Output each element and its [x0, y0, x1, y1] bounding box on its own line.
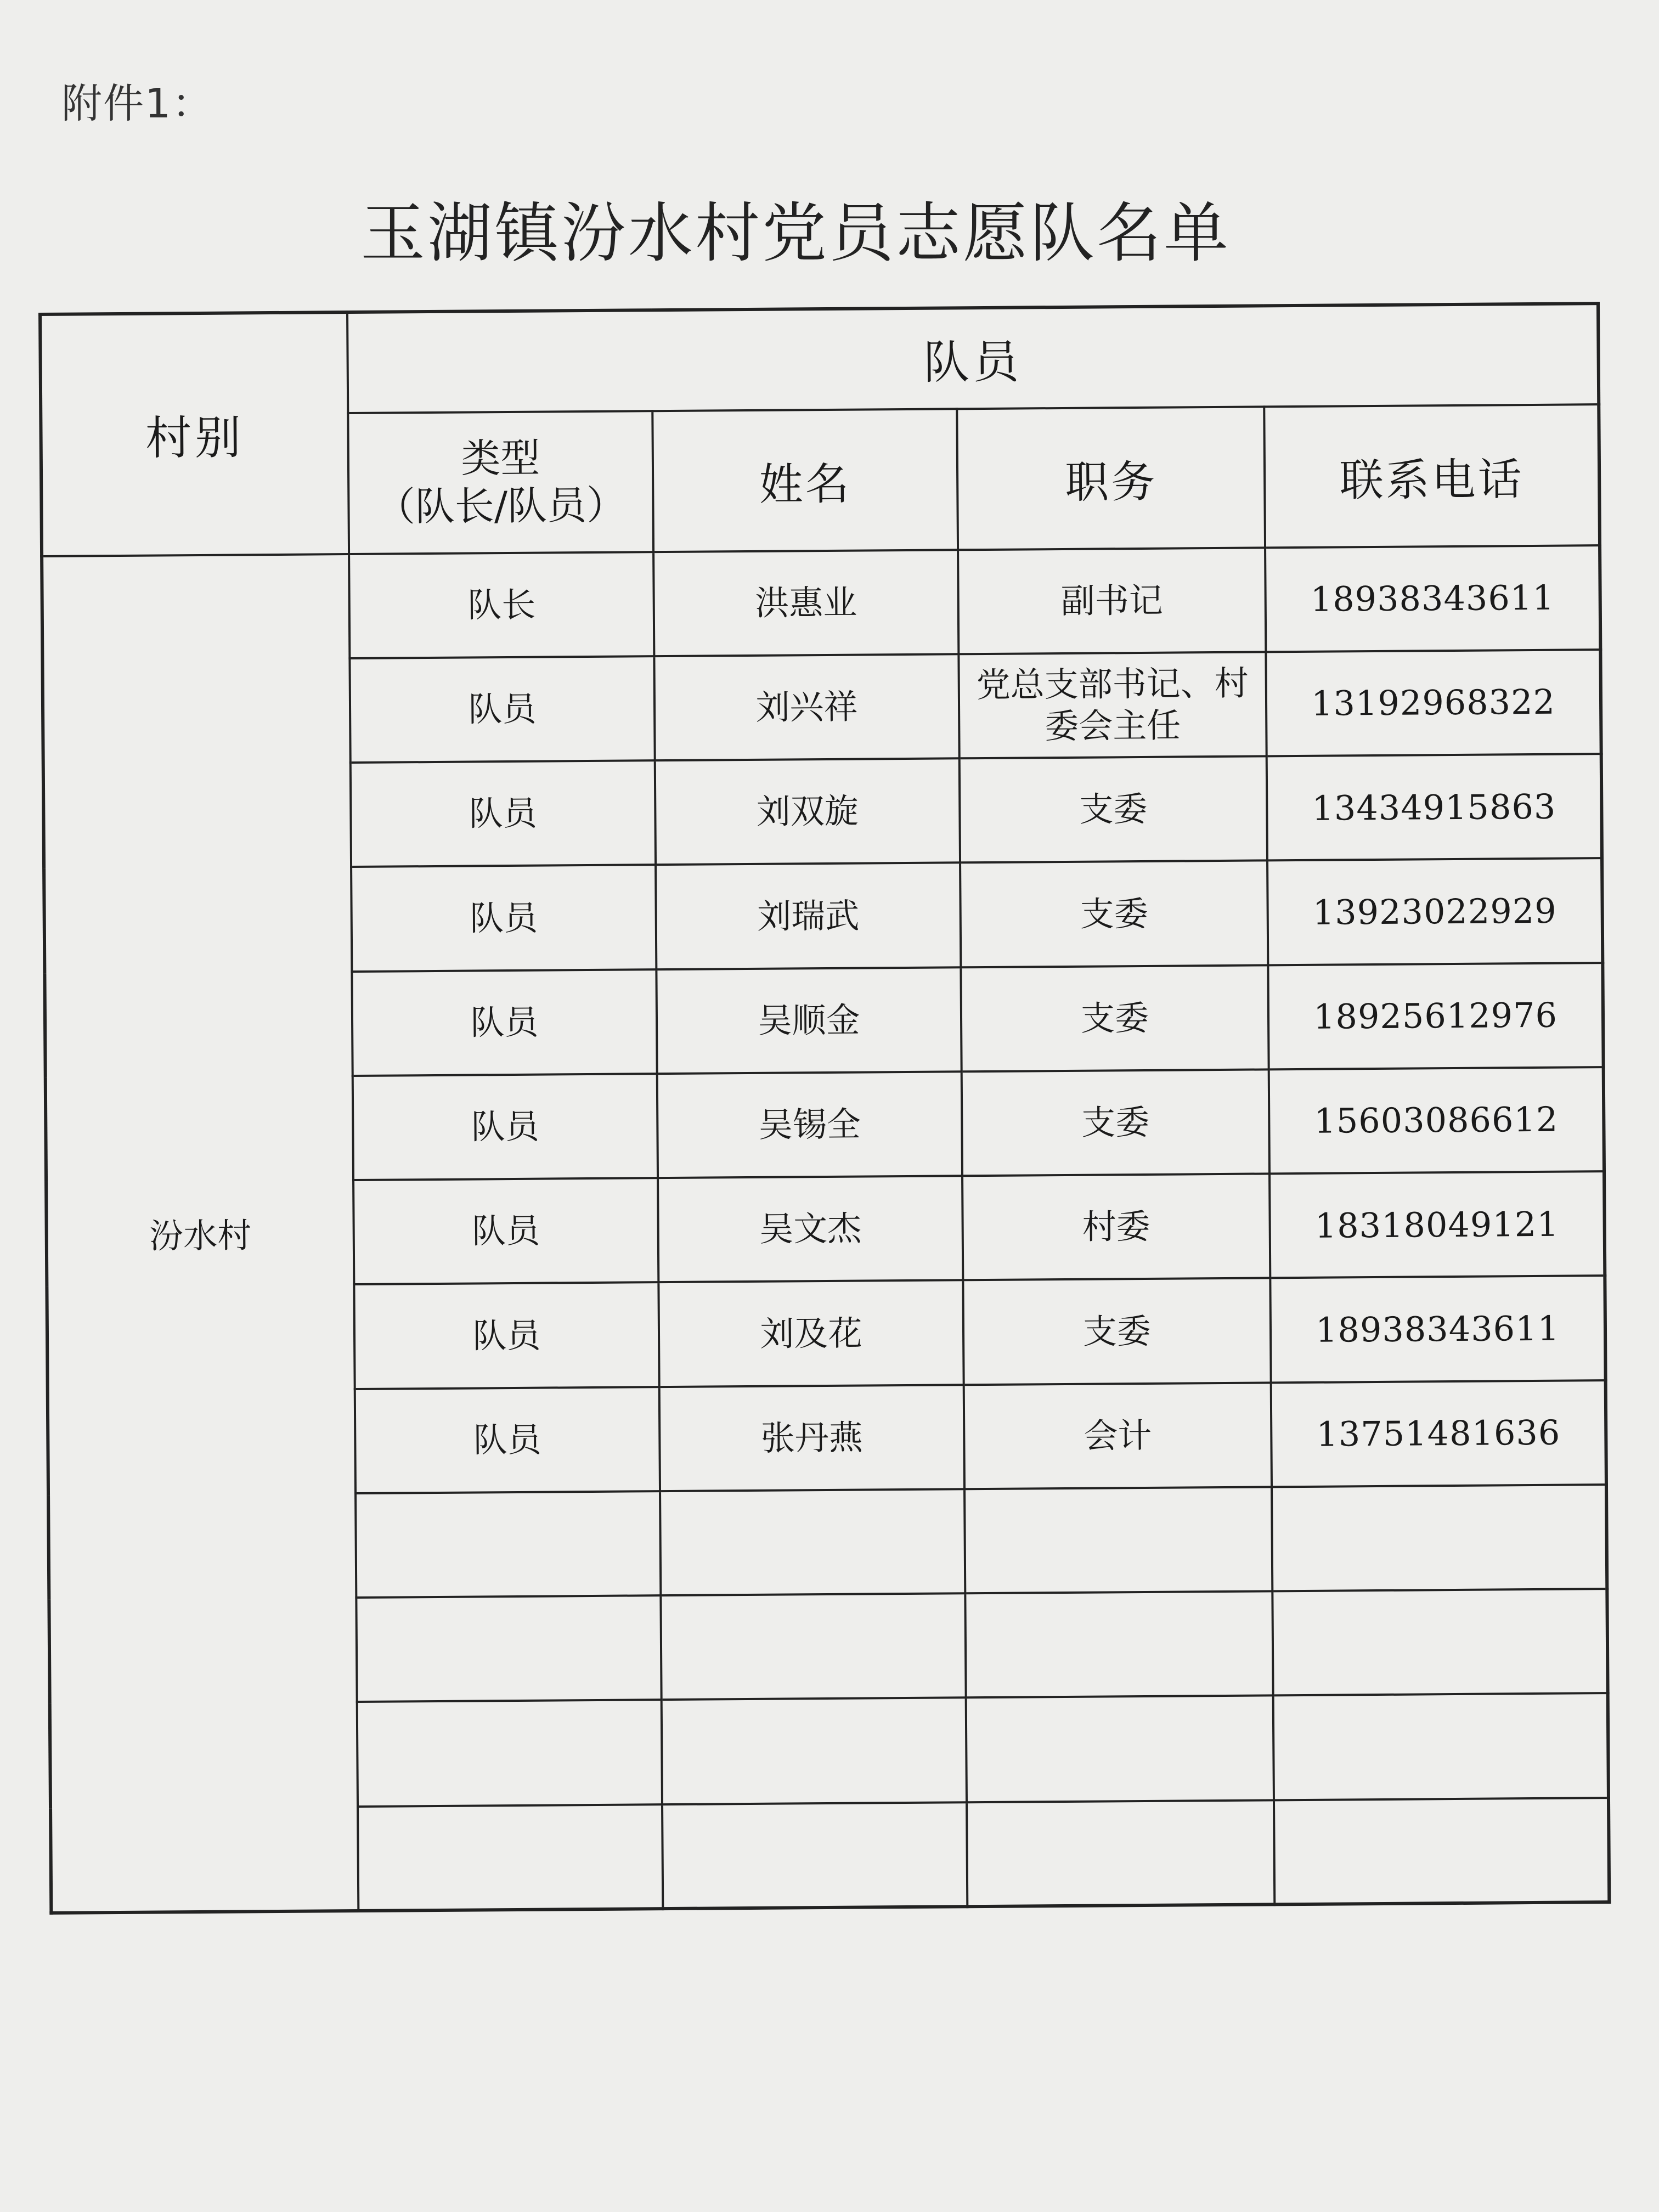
name-cell: 吴文杰	[658, 1176, 963, 1282]
phone-cell	[1274, 1798, 1609, 1905]
document-title: 玉湖镇汾水村党员志愿队名单	[360, 195, 1231, 271]
name-column-header: 姓名	[652, 409, 958, 552]
phone-cell: 13434915863	[1267, 754, 1602, 861]
phone-column-header: 联系电话	[1264, 404, 1600, 548]
type-cell: 队员	[353, 1178, 658, 1284]
phone-cell	[1272, 1589, 1607, 1696]
type-cell: 队员	[351, 865, 656, 972]
roster-body	[42, 545, 1609, 1913]
type-cell	[356, 1491, 661, 1598]
phone-cell: 18938343611	[1265, 545, 1600, 652]
name-cell: 刘兴祥	[654, 654, 959, 760]
table-row	[42, 545, 1600, 661]
position-cell: 支委	[960, 756, 1267, 862]
type-cell	[358, 1804, 663, 1911]
volunteer-roster	[38, 302, 1607, 1915]
type-cell	[356, 1595, 661, 1702]
type-cell: 队员	[351, 760, 656, 867]
type-cell	[357, 1700, 662, 1806]
name-cell	[662, 1802, 967, 1909]
name-cell: 刘瑞武	[656, 863, 961, 969]
position-cell: 党总支部书记、村委会主任	[958, 652, 1266, 758]
name-cell: 吴顺金	[656, 967, 961, 1074]
name-cell: 刘及花	[658, 1280, 963, 1387]
type-cell: 队员	[352, 969, 657, 1076]
roster-table	[38, 302, 1611, 1915]
type-column-header	[348, 411, 653, 554]
position-cell	[964, 1487, 1272, 1593]
phone-cell: 13923022929	[1267, 858, 1602, 965]
name-cell: 张丹燕	[659, 1385, 964, 1491]
position-cell: 村委	[962, 1173, 1270, 1280]
position-cell	[965, 1591, 1273, 1697]
village-cell: 汾水村	[42, 554, 358, 1913]
attachment-label: 附件1：	[61, 80, 214, 127]
type-cell: 队员	[354, 1282, 659, 1389]
type-cell: 队员	[355, 1387, 660, 1493]
phone-cell: 13751481636	[1271, 1380, 1606, 1487]
phone-cell: 18318049121	[1269, 1171, 1605, 1278]
type-header-line1: 类型	[461, 435, 540, 482]
position-cell: 支委	[962, 1069, 1269, 1176]
type-cell: 队员	[349, 656, 654, 763]
phone-cell: 15603086612	[1269, 1067, 1604, 1174]
header-row-group	[40, 303, 1599, 415]
type-cell: 队长	[349, 552, 654, 658]
position-cell: 支委	[963, 1278, 1271, 1385]
name-cell	[662, 1698, 967, 1804]
village-column-header: 村别	[40, 312, 349, 556]
members-group-header: 队员	[347, 303, 1599, 413]
phone-cell: 18925612976	[1268, 963, 1603, 1070]
phone-cell	[1273, 1693, 1609, 1800]
phone-cell: 18938343611	[1270, 1276, 1605, 1383]
position-cell	[966, 1696, 1274, 1802]
position-column-header: 职务	[957, 407, 1265, 550]
phone-cell: 13192968322	[1266, 650, 1601, 757]
type-header-line2: （队长/队员）	[375, 482, 627, 531]
position-cell: 会计	[964, 1383, 1272, 1489]
position-cell	[967, 1800, 1274, 1906]
position-cell: 支委	[960, 861, 1268, 967]
name-cell	[660, 1489, 965, 1595]
name-cell: 洪惠业	[653, 550, 958, 656]
position-cell: 支委	[961, 965, 1268, 1071]
name-cell: 刘双旋	[655, 758, 960, 865]
name-cell	[661, 1593, 966, 1700]
name-cell: 吴锡全	[657, 1071, 962, 1178]
type-cell: 队员	[353, 1074, 658, 1180]
phone-cell	[1272, 1485, 1607, 1592]
position-cell: 副书记	[958, 548, 1266, 654]
